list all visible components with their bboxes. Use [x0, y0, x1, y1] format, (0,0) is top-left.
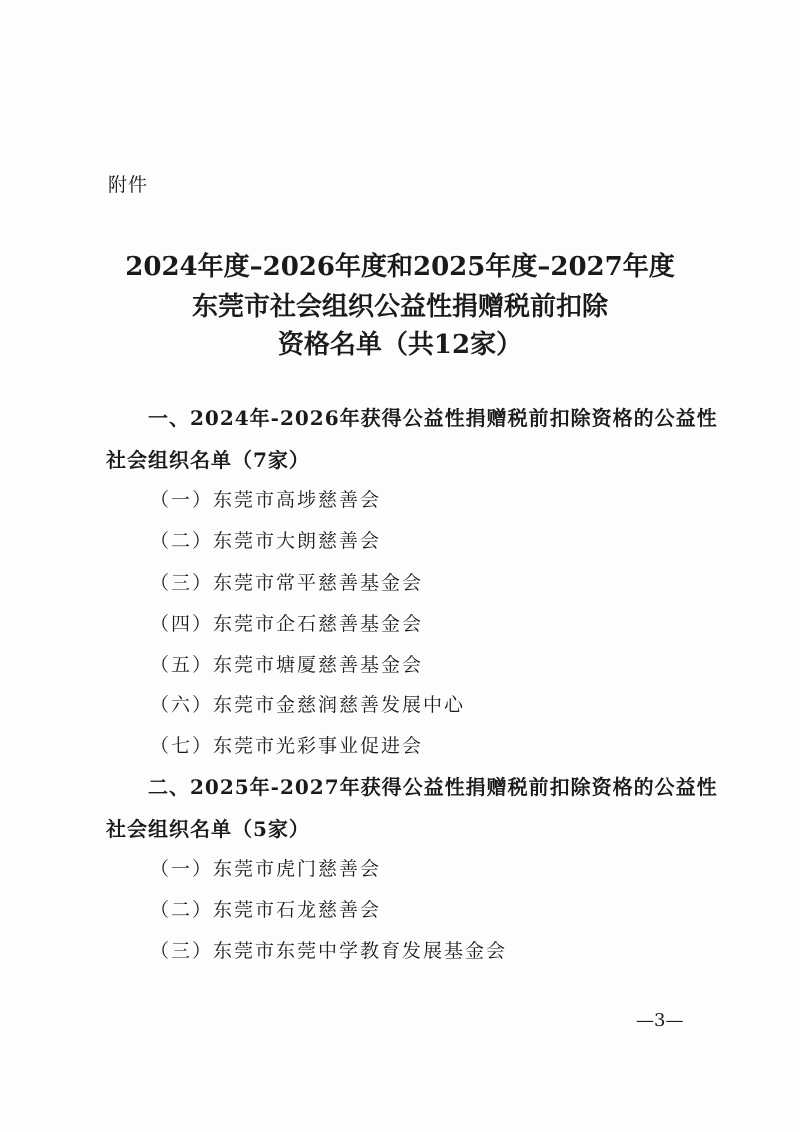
section-1-heading-line-2: 社会组织名单（7家）	[106, 448, 310, 472]
section-1-item-5: （五）东莞市塘厦慈善基金会	[150, 654, 424, 676]
section-1-heading-line-1: 一、2024年-2026年获得公益性捐赠税前扣除资格的公益性	[148, 406, 718, 430]
section-1-item-1: （一）东莞市高埗慈善会	[150, 489, 382, 511]
section-1-item-2: （二）东莞市大朗慈善会	[150, 530, 382, 552]
section-1-item-3: （三）东莞市常平慈善基金会	[150, 572, 424, 594]
title-line-3: 资格名单（共12家）	[277, 330, 523, 360]
section-1-item-6: （六）东莞市金慈润慈善发展中心	[150, 694, 466, 716]
section-2-heading-line-1: 二、2025年-2027年获得公益性捐赠税前扣除资格的公益性	[148, 775, 718, 799]
section-2-item-1: （一）东莞市虎门慈善会	[150, 858, 382, 880]
title-line-1: 2024年度–2026年度和2025年度–2027年度	[125, 252, 675, 282]
section-1-item-7: （七）东莞市光彩事业促进会	[150, 735, 424, 757]
page-number: —3—	[636, 1010, 684, 1031]
attachment-label: 附件	[108, 174, 149, 196]
title-line-2: 东莞市社会组织公益性捐赠税前扣除	[191, 292, 608, 322]
section-2-item-3: （三）东莞市东莞中学教育发展基金会	[150, 940, 508, 962]
section-1-item-4: （四）东莞市企石慈善基金会	[150, 613, 424, 635]
section-2-heading-line-2: 社会组织名单（5家）	[106, 817, 310, 841]
section-2-item-2: （二）东莞市石龙慈善会	[150, 899, 382, 921]
